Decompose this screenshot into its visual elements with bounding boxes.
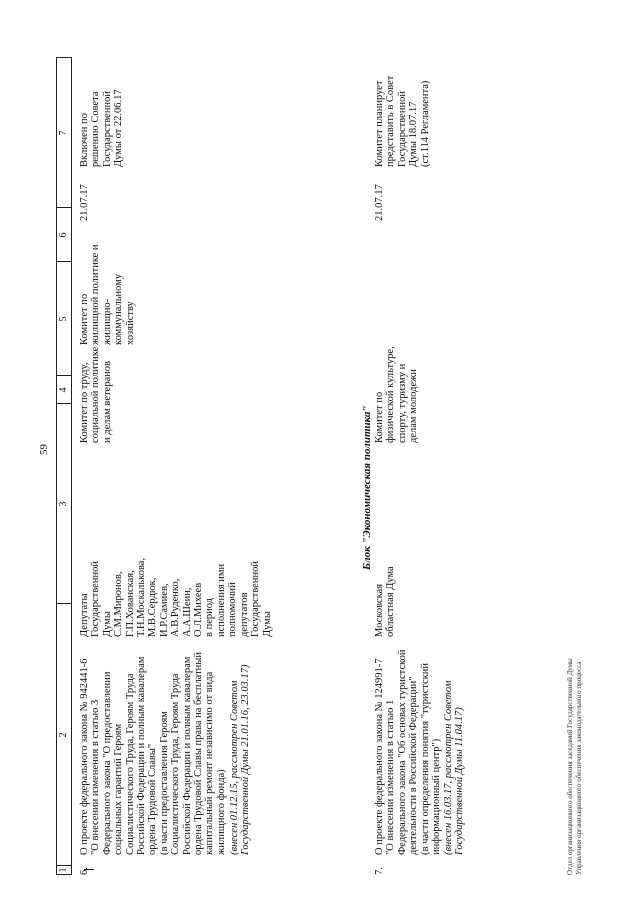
page-number: 59 xyxy=(38,444,50,455)
row-6-status: Включен по решению Совета Государственной Думы от 22.06.17 xyxy=(79,89,125,167)
row-7-date: 21.07.17 xyxy=(374,184,385,221)
column-header-row xyxy=(56,57,72,875)
row-7-authors: Московская областная Дума xyxy=(374,566,397,637)
column-header-5: 5 xyxy=(58,316,69,322)
column-header-6: 6 xyxy=(58,232,69,238)
row-7-description: О проекте федерального закона № 124991-7 "О внесении изменения в статью 1 Федерального закона "Об основах туристской деятельности в Российской Федерации" (в части определения понятия "туристский информационный центр") xyxy=(374,649,443,855)
footer-department: Отдел организационного обеспечения заседаний Государственной Думы Управления организационного обеспечения законодательного процесса xyxy=(566,658,583,875)
row-6-date: 21.07.17 xyxy=(79,184,90,221)
column-header-4: 4 xyxy=(58,387,69,393)
row-6-number: 6. xyxy=(79,867,90,875)
column-header-1: 1 xyxy=(58,867,69,873)
row-7-status: Комитет планирует представить в Совет Государственной Думы 18.07.17 (ст.114 Регламента) xyxy=(374,75,431,167)
row-7-number: 7. xyxy=(374,867,385,875)
row-6-divider xyxy=(84,869,94,870)
block-title: Блок "Экономическая политика" xyxy=(361,405,373,570)
column-header-3: 3 xyxy=(58,501,69,507)
row-7-committee: Комитет по физической культуре, спорту, туризму и делам молодежи xyxy=(374,346,420,443)
column-header-2: 2 xyxy=(58,732,69,738)
row-7-note: (внесен 16.03.17, рассмотрен Советом Государственной Думы 11.04.17) xyxy=(443,680,466,855)
row-6-note: (внесен 01.12.15, рассмотрен Советом Государственной Думы 21.01.16, 23.03.17) xyxy=(229,664,252,855)
row-6-co-committee: Комитет по жилищной политике и жилищно- коммунальному хозяйству xyxy=(79,244,136,345)
row-6-authors: Депутаты Государственной Думы С.М.Миронов, Г.П.Хованская, Т.Н.Москалькова, М.В.Сердюк, И.Р.Самиев, А.В.Руденко, А.А.Шеин, О.Л.Михеев в период исполнения ими полномочий депутатов Государственной Думы xyxy=(79,557,273,637)
row-6-committee: Комитет по труду, социальной политике и делам ветеранов xyxy=(79,346,113,443)
column-header-7: 7 xyxy=(58,130,69,136)
row-6-description: О проекте федерального закона № 942441-6 "О внесении изменения в статью 3 Федерального закона "О предоставлении социальных гарантий Героям Социалистического Труда, Героям Труда Российской Федерации и полным кавалерам ордена Трудовой Славы" (в части предоставления Героям Социалистического Труда, Героям Труда Российской Федерации и полным кавалерам ордена Трудовой Славы права на бесплатный капитальный ремонт независимо от вида жилищного фонда) xyxy=(79,652,227,855)
